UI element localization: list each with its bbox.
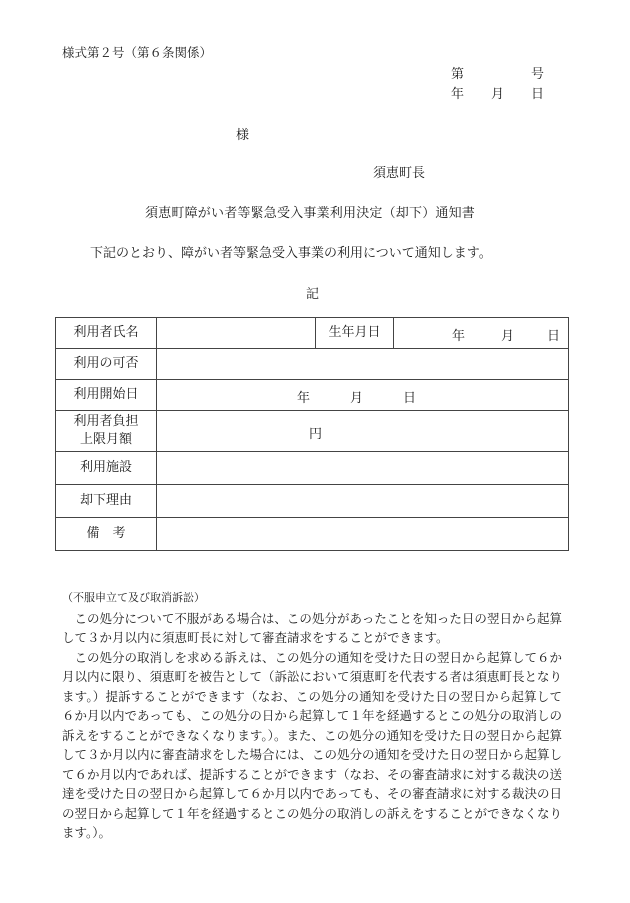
user-name-label: 利用者氏名	[56, 318, 157, 349]
notes-paragraph-1: この処分について不服がある場合は、この処分があったことを知った日の翌日から起算して３か月以内に須恵町長に対して審査請求をすることができます。	[62, 610, 562, 645]
facility-field[interactable]	[157, 452, 569, 485]
start-day-unit: 日	[403, 391, 417, 406]
start-year-unit: 年	[297, 391, 311, 406]
burden-limit-label-line2: 上限月額	[79, 432, 132, 447]
document-title: 須恵町障がい者等緊急受入事業利用決定（却下）通知書	[145, 206, 476, 221]
remarks-field[interactable]	[157, 518, 569, 551]
table-row	[56, 411, 569, 452]
table-row	[56, 518, 569, 551]
document-number-prefix: 第	[451, 67, 465, 82]
appeal-notes	[62, 588, 562, 843]
document-number-suffix: 号	[531, 67, 545, 82]
start-month-unit: 月	[350, 391, 364, 406]
birthdate-field[interactable]	[394, 318, 569, 349]
issuer: 須恵町長	[373, 166, 426, 181]
recipient-honorific: 様	[236, 128, 250, 143]
birth-year-unit: 年	[452, 329, 466, 344]
birth-month-unit: 月	[501, 329, 515, 344]
table-row	[56, 485, 569, 518]
birthdate-label: 生年月日	[316, 318, 394, 349]
notes-paragraph-2: この処分の取消しを求める訴えは、この処分の通知を受けた日の翌日から起算して６か月以内に限り、須恵町を被告として（訴訟において須恵町を代表する者は須恵町長となります。）提訴することができます（なお、この処分の通知を受けた日の翌日から起算して６か月以内であっても、この処分の日から起算して１年を経過するとこの処分の取消しの訴えをすることができなくなります。）。また、この処分の通知を受けた日の翌日から起算して３か月以内に審査請求をした場合には、この処分の通知を受けた日の翌日から起算して６か月以内であれば、提訴することができます（なお、その審査請求に対する裁決の送達を受けた日の翌日から起算して６か月以内であっても、その審査請求に対する裁決の日の翌日から起算して１年を経過するとこの処分の取消しの訴えをすることができなくなります。）。	[62, 649, 563, 840]
notes-heading: （不服申立て及び取消訴訟）	[62, 591, 205, 604]
birth-day-unit: 日	[547, 329, 561, 344]
intro-text: 下記のとおり、障がい者等緊急受入事業の利用について通知します。	[90, 246, 492, 261]
availability-field[interactable]	[157, 349, 569, 380]
availability-label: 利用の可否	[56, 349, 157, 380]
burden-limit-label	[56, 411, 157, 452]
table-row	[56, 452, 569, 485]
burden-limit-label-line1: 利用者負担	[73, 414, 139, 429]
facility-label: 利用施設	[56, 452, 157, 485]
issue-date-year: 年	[451, 87, 465, 102]
issue-date-month: 月	[491, 87, 505, 102]
issue-date-day: 日	[531, 87, 545, 102]
burden-unit: 円	[309, 427, 323, 442]
decision-table	[55, 317, 569, 551]
start-date-label: 利用開始日	[56, 380, 157, 411]
start-date-field[interactable]	[157, 380, 569, 411]
user-name-field[interactable]	[157, 318, 316, 349]
table-row	[56, 349, 569, 380]
rejection-reason-label: 却下理由	[56, 485, 157, 518]
table-row	[56, 380, 569, 411]
remarks-label: 備 考	[56, 518, 157, 551]
burden-limit-field[interactable]	[157, 411, 569, 452]
form-number: 様式第２号（第６条関係）	[62, 45, 213, 60]
table-row	[56, 318, 569, 349]
ki-marker: 記	[306, 287, 320, 302]
rejection-reason-field[interactable]	[157, 485, 569, 518]
